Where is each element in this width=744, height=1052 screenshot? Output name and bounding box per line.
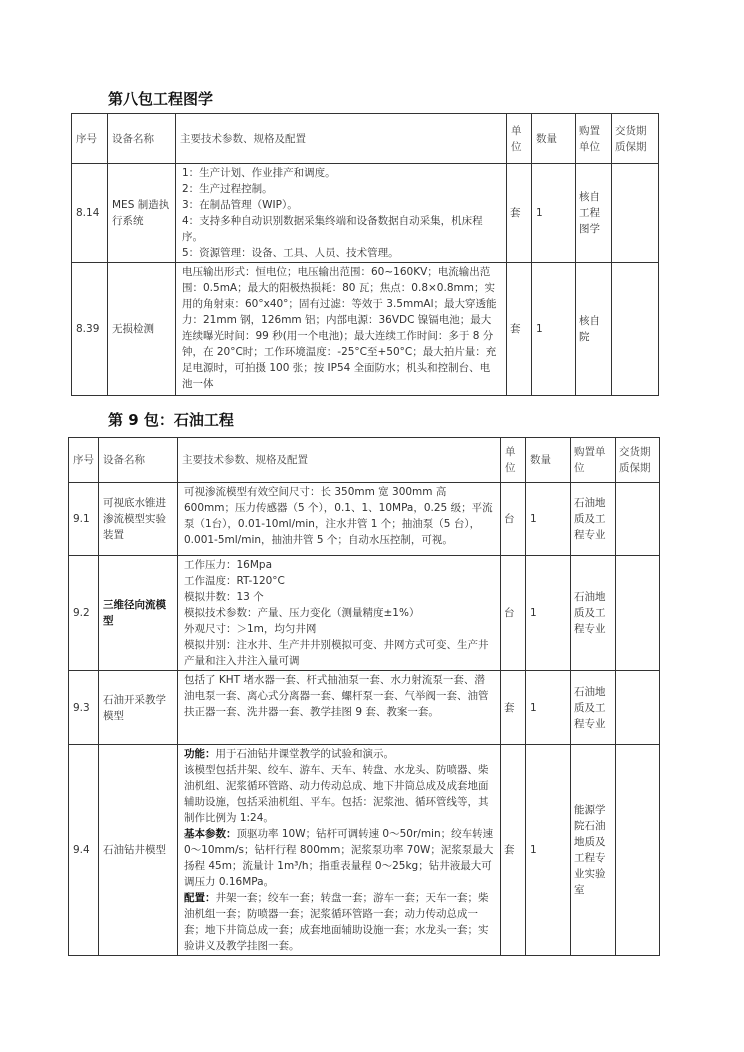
equipment-name: 三维径向流模型: [99, 556, 178, 671]
spec-line: 工作温度：RT-120°C: [184, 575, 285, 587]
unit: 套: [507, 263, 532, 396]
spec-line: 4：支持多种自动识别数据采集终端和设备数据自动采集，机床程序。: [182, 215, 483, 243]
row-number: 9.3: [69, 671, 99, 745]
spec-label: 功能：: [184, 748, 216, 760]
header-name: 设备名称: [99, 438, 178, 483]
spec-cell: [178, 556, 501, 671]
spec-label: 配置：: [184, 892, 216, 904]
spec-label: 基本参数：: [184, 828, 237, 840]
spec-line: 模拟技术参数：产量、压力变化（测量精度±1%）: [184, 607, 420, 619]
quantity: 1: [532, 263, 576, 396]
spec-paragraph: [184, 826, 494, 890]
spec-line: 1：生产计划、作业排产和调度。: [182, 167, 336, 179]
section9-table: [68, 437, 660, 956]
unit: 台: [501, 556, 526, 671]
spec-line: 包括了 KHT 堵水器一套、杆式抽油泵一套、水力射流泵一套、潜油电泵一套、离心式分离器一套、螺杆泵一套、气举阀一套、油管扶正器一套、洗井器一套、教学挂图 9 套、教案一套。: [184, 674, 489, 718]
unit: 台: [501, 483, 526, 556]
spec-paragraph: [184, 890, 494, 954]
quantity: 1: [532, 164, 576, 263]
purchasing-unit: 石油地质及工程专业: [571, 556, 616, 671]
quantity: 1: [526, 556, 571, 671]
row-number: 9.2: [69, 556, 99, 671]
header-no: 序号: [72, 114, 108, 164]
header-buyer: 购置单位: [571, 438, 616, 483]
spec-line: 外观尺寸：＞1m，均匀井网: [184, 623, 317, 635]
spec-text: 该模型包括井架、绞车、游车、天车、转盘、水龙头、防喷器、柴油机组、泥浆循环管路、动力传动总成、地下井筒总成及成套地面辅助设施，包括采油机组、平车。包括：泥浆池、循环管线等，其制作比例为 1:24。: [184, 764, 489, 824]
header-spec: 主要技术参数、规格及配置: [178, 438, 501, 483]
purchasing-unit: 石油地质及工程专业: [571, 483, 616, 556]
equipment-name: 石油开采教学模型: [99, 671, 178, 745]
unit: 套: [507, 164, 532, 263]
header-row: [72, 114, 659, 164]
spec-cell: [176, 164, 507, 263]
purchasing-unit: 能源学院石油地质及工程专业实验室: [571, 745, 616, 956]
table-row: [69, 745, 660, 956]
equipment-name: MES 制造执行系统: [108, 164, 176, 263]
spec-line: 可视渗流模型有效空间尺寸：长 350mm 宽 300mm 高 600mm；压力传感器（5 个），0.1、1、10MPa，0.25 级；平流泵（1台），0.01-10ml/min，注水井管 1 个；抽油泵（5 台），0.001-5ml/min，抽油井管 5 个；自动水压控制，可视。: [184, 486, 493, 546]
spec-line: 电压输出形式：恒电位；电压输出范围：60~160KV；电流输出范围：0.5mA；最大的阳极热损耗：80 瓦；焦点：0.8×0.8mm；实用的角射束：60°x40°；固有过滤：等效于 3.5mmAl；最大穿透能力：21mm 钢，126mm 铝；内部电源：36VDC 镍镉电池；最大连续曝光时间：99 秒(用一个电池)；最大连续工作时间：多于 8 分钟，在 20°C时；工作环境温度：-25°C至+50°C；最大拍片量：充足电源时，可拍摄 100 张；按 IP54 全面防水；机头和控制台、电池一体: [182, 266, 497, 390]
table-row: [72, 164, 659, 263]
spec-line: 模拟井别：注水井、生产井井别模拟可变、井网方式可变、生产井产量和注入井注入量可调: [184, 639, 489, 667]
header-qty: 数量: [532, 114, 576, 164]
spec-line: 工作压力：16Mpa: [184, 559, 273, 571]
header-unit: 单位: [507, 114, 532, 164]
delivery-warranty: [616, 556, 660, 671]
purchasing-unit: 石油地质及工程专业: [571, 671, 616, 745]
row-number: 8.39: [72, 263, 108, 396]
spec-cell: [176, 263, 507, 396]
spec-line: 2：生产过程控制。: [182, 183, 273, 195]
spec-cell: [178, 671, 501, 745]
header-no: 序号: [69, 438, 99, 483]
section8-title: 第八包工程图学: [108, 90, 214, 108]
row-number: 8.14: [72, 164, 108, 263]
table-row: [69, 671, 660, 745]
delivery-warranty: [612, 164, 659, 263]
delivery-warranty: [616, 483, 660, 556]
delivery-warranty: [616, 745, 660, 956]
table-row: [69, 556, 660, 671]
quantity: 1: [526, 745, 571, 956]
row-number: 9.1: [69, 483, 99, 556]
quantity: 1: [526, 671, 571, 745]
spec-cell: [178, 483, 501, 556]
equipment-name: 可视底水锥进渗流模型实验装置: [99, 483, 178, 556]
table-row: [72, 263, 659, 396]
delivery-warranty: [612, 263, 659, 396]
unit: 套: [501, 745, 526, 956]
section9-title: 第 9 包：石油工程: [108, 411, 234, 429]
spec-line: 模拟井数：13 个: [184, 591, 264, 603]
section8-table: [71, 113, 659, 396]
spec-text: 顶驱功率 10W；钻杆可调转速 0～50r/min；绞车转速 0～10mm/s；钻杆行程 800mm；泥浆泵功率 70W；泥浆泵最大扬程 45m；流量计 1m³/h；指重表量程 0～25kg；钻井液最大可调压力 0.16MPa。: [184, 828, 494, 888]
spec-paragraph: [184, 746, 494, 762]
equipment-name: 石油钻井模型: [99, 745, 178, 956]
spec-paragraph: [184, 762, 494, 826]
header-name: 设备名称: [108, 114, 176, 164]
header-buyer: 购置单位: [576, 114, 612, 164]
purchasing-unit: 核自院: [576, 263, 612, 396]
spec-line: 3：在制品管理（WIP）。: [182, 199, 298, 211]
header-qty: 数量: [526, 438, 571, 483]
spec-text: 用于石油钻井课堂教学的试验和演示。: [215, 748, 394, 760]
delivery-warranty: [616, 671, 660, 745]
table-row: [69, 483, 660, 556]
header-row: [69, 438, 660, 483]
spec-cell: [178, 745, 501, 956]
header-spec: 主要技术参数、规格及配置: [176, 114, 507, 164]
header-delivery: 交货期质保期: [612, 114, 659, 164]
unit: 套: [501, 671, 526, 745]
row-number: 9.4: [69, 745, 99, 956]
spec-line: 5：资源管理：设备、工具、人员、技术管理。: [182, 247, 399, 259]
spec-text: 井架一套；绞车一套；转盘一套；游车一套；天车一套；柴油机组一套；防喷器一套；泥浆循环管路一套；动力传动总成一套；地下井筒总成一套；成套地面辅助设施一套；水龙头一套；实验讲义及教学挂图一套。: [184, 892, 489, 952]
quantity: 1: [526, 483, 571, 556]
purchasing-unit: 核自工程图学: [576, 164, 612, 263]
equipment-name: 无损检测: [108, 263, 176, 396]
header-unit: 单位: [501, 438, 526, 483]
header-delivery: 交货期质保期: [616, 438, 660, 483]
